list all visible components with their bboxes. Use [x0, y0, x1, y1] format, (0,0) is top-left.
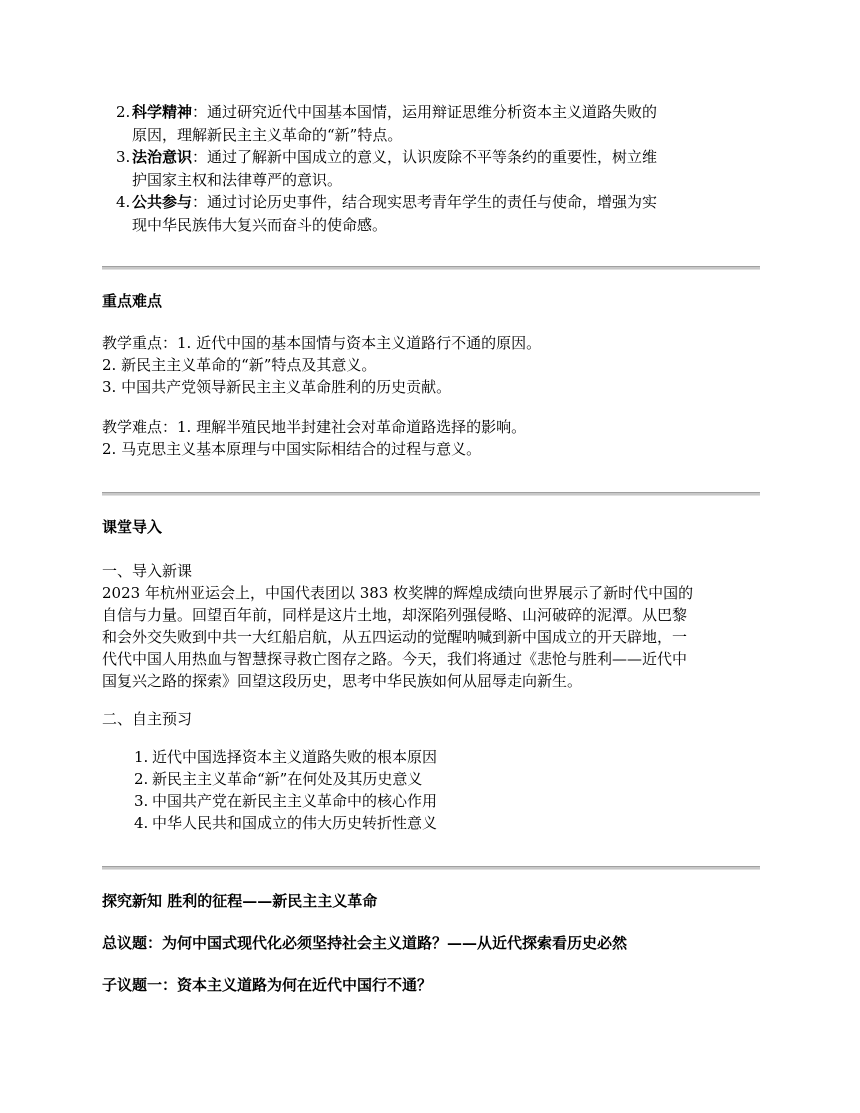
- goal-item: [116, 191, 762, 236]
- preview-text: 中国共产党在新民主主义革命中的核心作用: [152, 792, 438, 810]
- sub-topic-1: 子议题一：资本主义道路为何在近代中国行不通？: [102, 976, 433, 994]
- goal-term: 公共参与: [132, 193, 193, 211]
- preview-item: [134, 790, 438, 812]
- goal-text: ：通过研究近代中国基本国情，运用辩证思维分析资本主义道路失败的: [192, 103, 658, 121]
- difficulty-line: 2. 马克思主义基本原理与中国实际相结合的过程与意义。: [102, 440, 482, 458]
- focus-line: 3. 中国共产党领导新民主主义革命胜利的历史贡献。: [102, 378, 452, 396]
- goal-number: 3.: [116, 148, 131, 166]
- preview-item: [134, 768, 423, 790]
- intro-paragraph-line: 自信与力量。回望百年前，同样是这片土地，却深陷列强侵略、山河破碎的泥潭。从巴黎: [102, 606, 688, 624]
- goal-term: 法治意识: [132, 148, 193, 166]
- goal-number: 2.: [116, 103, 131, 121]
- difficulty-line: 教学难点：1. 理解半殖民地半封建社会对革命道路选择的影响。: [102, 418, 527, 436]
- goal-number: 4.: [116, 193, 131, 211]
- preview-text: 新民主主义革命“新”在何处及其历史意义: [152, 770, 423, 788]
- preview-number: 2.: [134, 770, 149, 788]
- intro-paragraph-line: 国复兴之路的探索》回望这段历史，思考中华民族如何从屈辱走向新生。: [102, 672, 583, 690]
- preview-number: 4.: [134, 814, 149, 832]
- preview-item: [134, 746, 438, 768]
- intro-paragraph-line: 代代中国人用热血与智慧探寻救亡图存之路。今天，我们将通过《悲怆与胜利——近代中: [102, 650, 688, 668]
- section-heading-intro: 课堂导入: [102, 518, 163, 536]
- goal-term: 科学精神: [132, 103, 193, 121]
- preview-item: [134, 812, 438, 834]
- goal-item: [116, 146, 762, 191]
- section-divider: [102, 492, 760, 496]
- section-divider: [102, 866, 760, 870]
- goal-item: [116, 101, 762, 146]
- intro-paragraph-line: 2023 年杭州亚运会上，中国代表团以 383 枚奖牌的辉煌成绩向世界展示了新时代中国的: [102, 584, 694, 602]
- intro-subheading: 一、导入新课: [102, 562, 193, 580]
- goal-text-cont: 现中华民族伟大复兴而奋斗的使命感。: [132, 215, 388, 234]
- preview-number: 3.: [134, 792, 149, 810]
- goal-text-cont: 原因，理解新民主主义革命的“新”特点。: [132, 125, 403, 144]
- preview-number: 1.: [134, 748, 149, 766]
- main-topic: 总议题：为何中国式现代化必须坚持社会主义道路？——从近代探索看历史必然: [102, 934, 628, 952]
- goal-text: ：通过讨论历史事件，结合现实思考青年学生的责任与使命，增强为实: [192, 193, 658, 211]
- goal-text: ：通过了解新中国成立的意义，认识废除不平等条约的重要性，树立维: [192, 148, 658, 166]
- focus-line: 2. 新民主主义革命的“新”特点及其意义。: [102, 356, 377, 374]
- focus-line: 教学重点：1. 近代中国的基本国情与资本主义道路行不通的原因。: [102, 334, 542, 352]
- preview-subheading: 二、自主预习: [102, 710, 193, 728]
- goal-text-cont: 护国家主权和法律尊严的意识。: [132, 170, 343, 189]
- section-heading-explore: 探究新知 胜利的征程——新民主主义革命: [102, 892, 378, 910]
- section-heading-key-points: 重点难点: [102, 292, 163, 310]
- preview-text: 近代中国选择资本主义道路失败的根本原因: [152, 748, 438, 766]
- section-divider: [102, 266, 760, 270]
- intro-paragraph-line: 和会外交失败到中共一大红船启航，从五四运动的觉醒呐喊到新中国成立的开天辟地，一: [102, 628, 688, 646]
- preview-text: 中华人民共和国成立的伟大历史转折性意义: [152, 814, 438, 832]
